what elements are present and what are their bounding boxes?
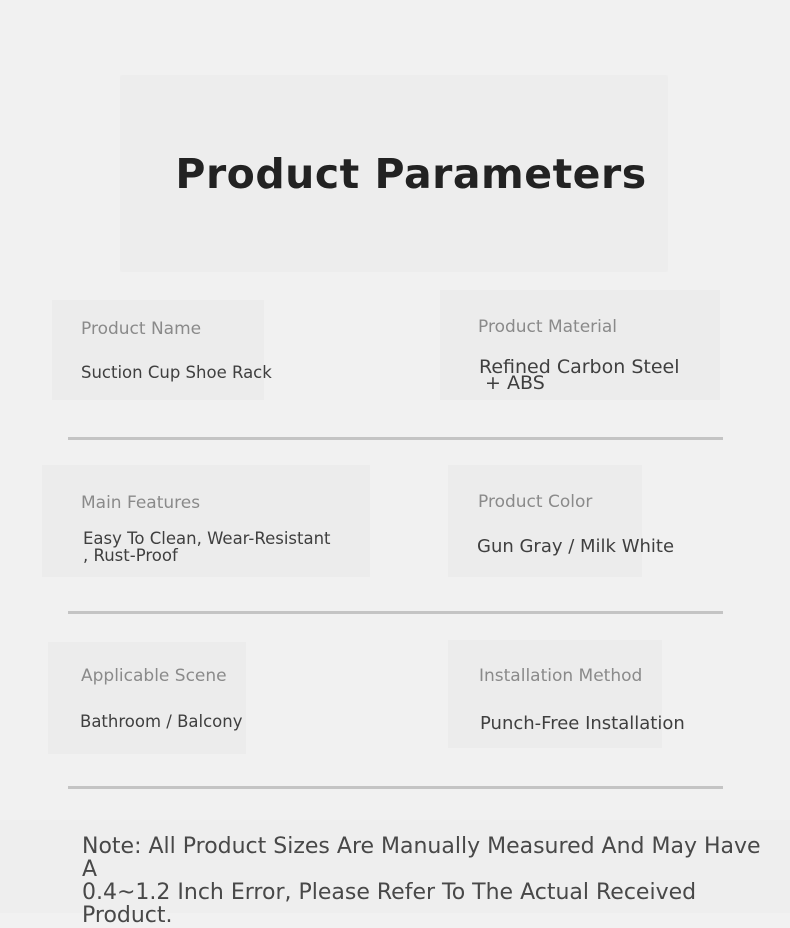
product-material-label: Product Material xyxy=(478,317,618,337)
product-material-value-line1: Refined Carbon Steel xyxy=(479,356,680,378)
installation-method-label: Installation Method xyxy=(479,666,643,686)
cell-background xyxy=(448,465,642,577)
main-features-value-line2: , Rust-Proof xyxy=(83,546,178,565)
product-name-value: Suction Cup Shoe Rack xyxy=(81,363,272,382)
row-divider xyxy=(68,611,723,614)
cell-background xyxy=(48,642,246,754)
cell-background xyxy=(52,300,264,400)
measurement-note xyxy=(82,835,782,927)
product-color-value: Gun Gray / Milk White xyxy=(477,536,675,557)
installation-method-value: Punch-Free Installation xyxy=(480,713,685,734)
product-name-label: Product Name xyxy=(81,319,202,339)
note-line: 0.4~1.2 Inch Error, Please Refer To The Actual Received Product. xyxy=(82,880,697,928)
page-title: Product Parameters xyxy=(175,150,647,198)
main-features-label: Main Features xyxy=(81,493,201,513)
applicable-scene-label: Applicable Scene xyxy=(81,666,227,686)
product-color-label: Product Color xyxy=(478,492,593,512)
note-line: Note: All Product Sizes Are Manually Measured And May Have A xyxy=(82,834,761,882)
main-features-value-line1: Easy To Clean, Wear-Resistant xyxy=(83,529,331,548)
row-divider xyxy=(68,437,723,440)
product-material-value-line2: + ABS xyxy=(479,372,545,394)
row-divider xyxy=(68,786,723,789)
applicable-scene-value: Bathroom / Balcony xyxy=(80,712,243,731)
